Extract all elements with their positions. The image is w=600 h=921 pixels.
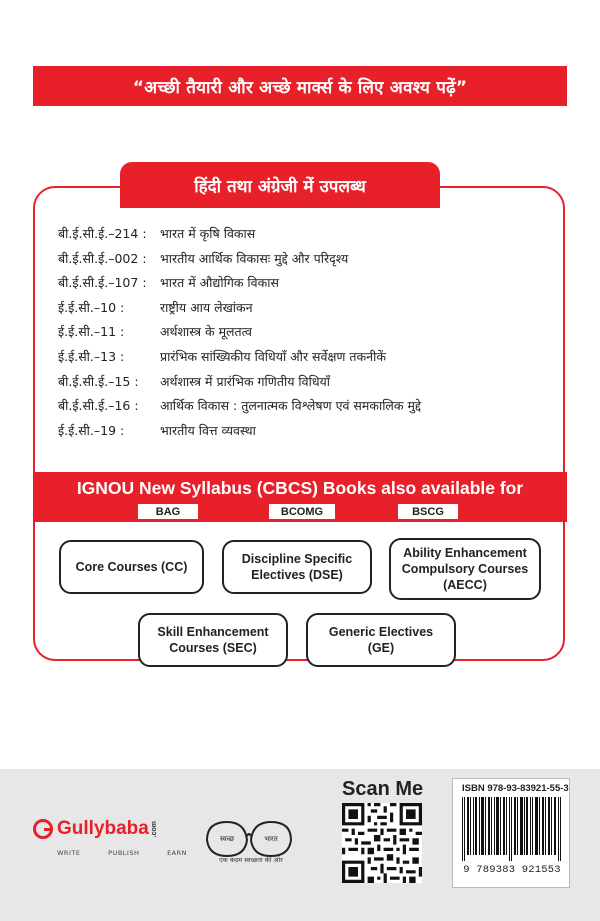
list-item bbox=[58, 419, 558, 444]
list-item bbox=[58, 247, 558, 272]
course-title: भारतीय आर्थिक विकासः मुद्दे और परिदृश्य bbox=[160, 250, 349, 266]
course-title: राष्ट्रीय आय लेखांकन bbox=[160, 299, 253, 315]
list-item bbox=[58, 345, 558, 370]
course-code: बी.ई.सी.ई.–107 : bbox=[58, 275, 147, 291]
course-code: ई.ई.सी.–19 : bbox=[58, 422, 125, 438]
category-ge: Generic Electives (GE) bbox=[306, 613, 456, 667]
course-code: बी.ई.सी.ई.–15 : bbox=[58, 373, 139, 389]
course-list bbox=[58, 222, 558, 443]
ignou-title: IGNOU New Syllabus (CBCS) Books also available for bbox=[76, 478, 524, 498]
availability-heading-text: हिंदी तथा अंग्रेजी में उपलब्ध bbox=[194, 176, 366, 197]
scan-label: Scan Me bbox=[342, 778, 424, 800]
list-item bbox=[58, 296, 558, 321]
program-tag-bcomg: BCOMG bbox=[268, 503, 336, 520]
top-banner bbox=[33, 66, 567, 106]
course-title: प्रारंभिक सांख्यिकीय विधियाँ और सर्वेक्षण तकनीकें bbox=[160, 348, 386, 364]
banner-text: “अच्छी तैयारी और अच्छे मार्क्स के लिए अवश्य पढ़ें” bbox=[132, 77, 468, 98]
list-item bbox=[58, 222, 558, 247]
course-code: ई.ई.सी.–13 : bbox=[58, 348, 125, 364]
list-item bbox=[58, 370, 558, 395]
list-item bbox=[58, 271, 558, 296]
qr-code-icon bbox=[342, 803, 422, 883]
swachh-left-text: स्वच्छ bbox=[219, 835, 235, 843]
gullybaba-logo bbox=[33, 817, 158, 841]
course-code: ई.ई.सी.–11 : bbox=[58, 324, 125, 340]
brand-suffix: .com bbox=[150, 820, 158, 838]
availability-heading bbox=[120, 162, 440, 208]
barcode-icon bbox=[462, 797, 562, 861]
program-tag-bscg: BSCG bbox=[397, 503, 459, 520]
course-title: भारत में कृषि विकास bbox=[160, 226, 256, 241]
swachh-tagline: एक कदम स्वच्छता की ओर bbox=[219, 856, 283, 864]
tagline-earn: EARN bbox=[167, 849, 187, 857]
category-aecc: Ability Enhancement Compulsory Courses (AECC) bbox=[389, 538, 541, 600]
brand-name: Gullybaba bbox=[57, 818, 149, 839]
course-title: अर्थशास्त्र में प्रारंभिक गणितीय विधियाँ bbox=[160, 373, 331, 389]
course-code: बी.ई.सी.ई.–16 : bbox=[58, 398, 139, 414]
isbn-label: ISBN 978-93-83921-55-3 bbox=[462, 783, 569, 794]
category-core-courses: Core Courses (CC) bbox=[59, 540, 204, 594]
swachh-right-text: भारत bbox=[264, 835, 278, 843]
isbn-digits: 9 789383 921553 bbox=[463, 864, 561, 876]
course-code: बी.ई.सी.ई.–214 : bbox=[58, 226, 147, 241]
tagline-publish: PUBLISH bbox=[108, 849, 140, 857]
course-title: अर्थशास्त्र के मूलतत्व bbox=[160, 324, 252, 340]
course-title: आर्थिक विकास : तुलनात्मक विश्लेषण एवं समकालिक मुद्दे bbox=[160, 398, 422, 414]
gullybaba-g-icon bbox=[33, 819, 53, 839]
course-code: बी.ई.सी.ई.–002 : bbox=[58, 250, 147, 266]
category-sec: Skill Enhancement Courses (SEC) bbox=[138, 613, 288, 667]
program-tag-bag: BAG bbox=[137, 503, 199, 520]
category-dse: Discipline Specific Electives (DSE) bbox=[222, 540, 372, 594]
list-item bbox=[58, 394, 558, 419]
brand-tagline bbox=[57, 849, 187, 857]
tagline-write: WRITE bbox=[57, 849, 81, 857]
course-title: भारतीय वित्त व्यवस्था bbox=[160, 422, 256, 438]
list-item bbox=[58, 320, 558, 345]
course-title: भारत में औद्योगिक विकास bbox=[160, 275, 279, 291]
course-code: ई.ई.सी.–10 : bbox=[58, 299, 125, 315]
